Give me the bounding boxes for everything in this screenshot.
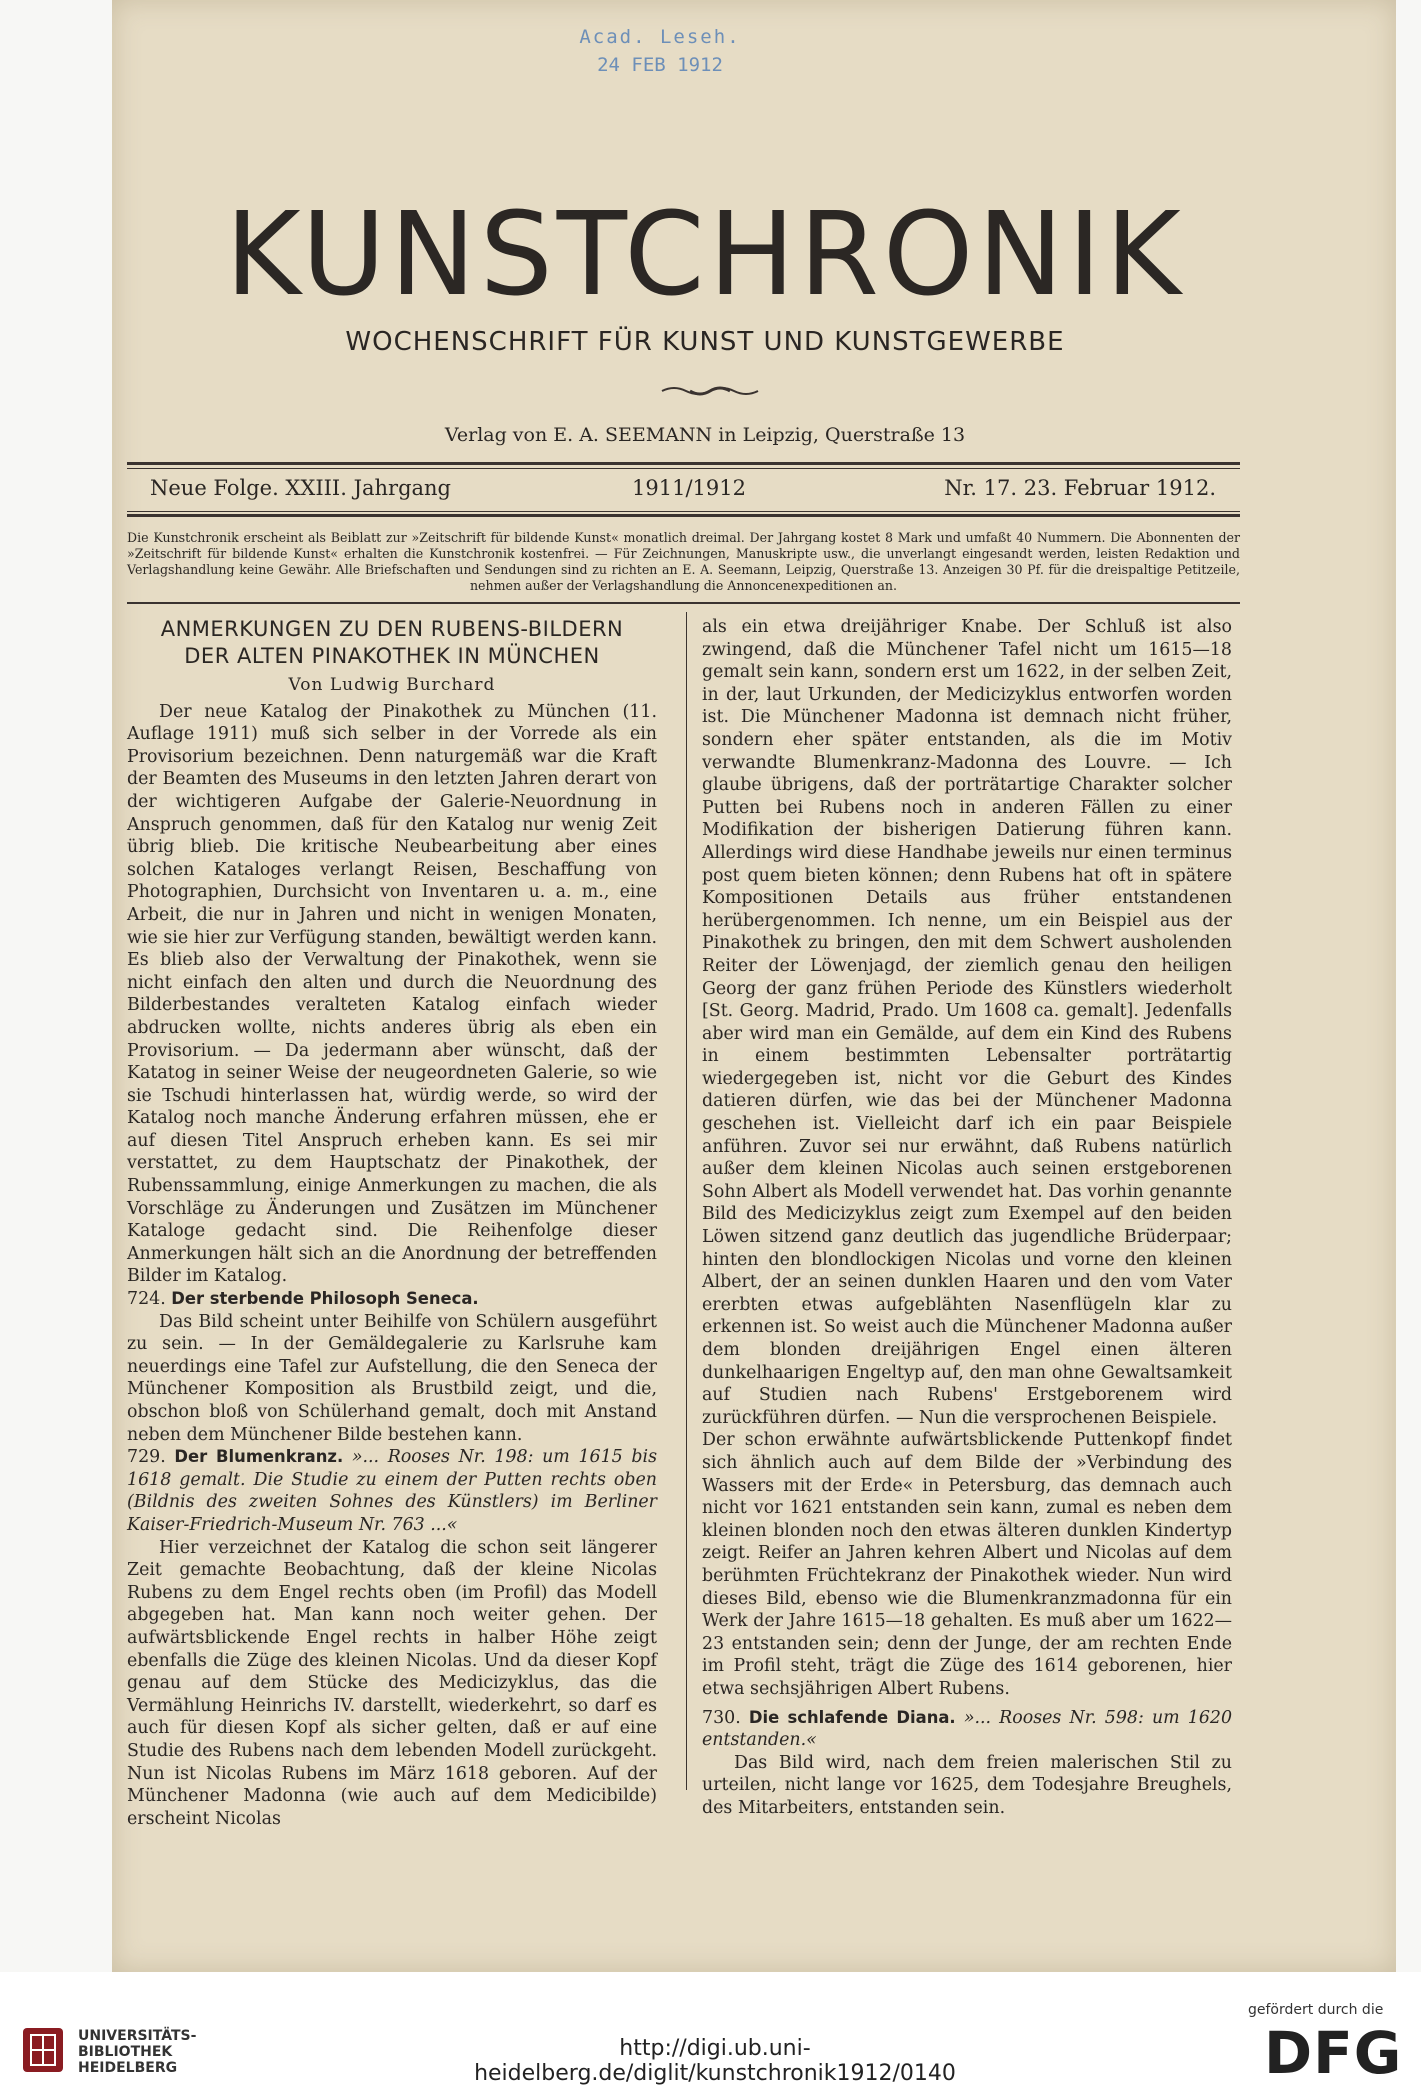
publisher-line: Verlag von E. A. SEEMANN in Leipzig, Querstraße 13: [444, 424, 966, 446]
rule-top: [127, 462, 1240, 465]
masthead-title: KUNSTCHRONIK: [225, 188, 1185, 322]
article-title-line-2: DER ALTEN PINAKOTHEK IN MÜNCHEN: [184, 644, 600, 668]
paragraph-729-b: als ein etwa dreijähriger Knabe. Der Schluß ist also zwingend, daß die Münchener Tafel nicht um 1615—18 gemalt sein kann, sondern erst um 1622, in der selben Zeit, in der, laut Urkunden, der Medicizyklus entworfen worden ist. Die Münchener Madonna ist demnach nicht früher, sondern eher später entstanden, als die im Motiv verwandte Blumenkranz-Madonna des Louvre. — Ich glaube übrigens, daß der porträtartige Charakter solcher Putten bei Rubens noch in anderen Fällen zu einer Modifikation der bisherigen Datierung führen kann. Allerdings wird diese Handhabe jeweils nur einen terminus post quem bieten können; denn Rubens hat oft in spätere Kompositionen Details aus früher entstandenen herübergenommen. Ich nenne, um ein Beispiel aus der Pinakothek zu bringen, den mit dem Schwert ausholenden Reiter der Löwenjagd, der ziemlich genau den heiligen Georg der ganz frühen Periode des Künstlers wiederholt [St. Georg. Madrid, Prado. Um 1608 ca. gemalt]. Jedenfalls aber wird man ein Gemälde, auf dem ein Kind des Rubens in einem bestimmten Lebensalter porträtartig wiedergegeben ist, nicht vor die Geburt des Kindes datieren dürfen, wie das bei der Münchener Madonna geschehen ist. Vielleicht darf ich ein paar Beispiele anführen. Zuvor sei nur erwähnt, daß Rubens natürlich außer dem kleinen Nicolas auch seinen erstgeborenen Sohn Albert als Modell verwendet hat. Das vorhin genannte Bild des Medicizyklus zeigt zum Exempel auf den beiden Löwen sitzend ganz deutlich das jugendliche Brüderpaar; hinten den blondlockigen Nicolas und vorne den kleinen Albert, der an seinen dunklen Haaren und den vom Vater ererbten etwas aufgeblähten Nasenflügeln klar zu erkennen ist. So weist auch die Münchener Madonna außer dem blonden dreijährigen Engel einen älteren dunkelhaarigen Engeltyp auf, den man ohne Gewaltsamkeit auf Studien nach Rubens' Erstgeborenem wird zurückführen dürfen. — Nun die versprochenen Beispiele.: [702, 617, 1232, 1428]
issue-line: [150, 476, 1216, 506]
issue-number-date: Nr. 17. 23. Februar 1912.: [944, 476, 1216, 500]
masthead-subtitle: WOCHENSCHRIFT FÜR KUNST UND KUNSTGEWERBE: [345, 327, 1065, 357]
library-stamp: [560, 26, 760, 76]
paragraph-729-c: Der schon erwähnte aufwärtsblickende Puttenkopf findet sich ähnlich auch auf dem Bilde der »Verbindung des Wassers mit der Erde« in Petersburg, das demnach auch nicht vor 1621 entstanden sein kann, zumal es neben dem kleinen blonden noch den etwas älteren dunklen Kindertyp zeigt. Reifer an Jahren kehren Albert und Nicolas auf dem berühmten Früchtekranz der Pinakothek wieder. Nun wird dieses Bild, ebenso wie die Blumenkranzmadonna für ein Werk der Jahre 1615—18 gehalten. Es muß aber um 1622—23 entstanden sein; denn der Junge, der am rechten Ende im Profil steht, trägt die Züge des 1614 geborenen, hier etwa sechsjährigen Albert Rubens.: [702, 1430, 1232, 1699]
paragraph-724: Das Bild scheint unter Beihilfe von Schülern ausgeführt zu sein. — In der Gemäldegalerie zu Karlsruhe kam neuerdings eine Tafel zur Aufstellung, die den Seneca der Münchener Komposition als Brustbild zeigt, und die, obschon bloß von Schülerhand gemalt, doch mit Anstand neben dem Münchener Bilde bestehen kann.: [127, 1311, 657, 1445]
subscription-notice: Die Kunstchronik erscheint als Beiblatt zur »Zeitschrift für bildende Kunst« monatlich dreimal. Der Jahrgang kostet 8 Mark und umfaßt 40 Nummern. Die Abonnenten der »Zeitschrift für bildende Kunst« erhalten die Kunstchronik kostenfrei. — Für Zeichnungen, Manuskripte usw., die unverlangt eingesandt werden, leisten Redaktion und Verlagshandlung keine Gewähr. Alle Briefschaften und Sendungen sind zu richten an E. A. Seemann, Leipzig, Querstraße 13. Anzeigen 30 Pf. für die dreispaltige Petitzeile, nehmen außer der Verlagshandlung die Annoncenexpeditionen an.: [127, 530, 1240, 593]
section-number-724: 724.: [127, 1289, 166, 1310]
uni-name-line-1: UNIVERSITÄTS-: [78, 2028, 197, 2044]
paragraph-729-a: Hier verzeichnet der Katalog die schon seit längerer Zeit gemachte Beobachtung, daß der kleine Nicolas Rubens zu dem Engel rechts oben (im Profil) das Modell abgegeben hat. Man kann noch weiter gehen. Der aufwärtsblickende Engel rechts in halber Höhe zeigt ebenfalls die Züge des kleinen Nicolas. Und da dieser Kopf genau auf dem Stücke des Medicizyklus, das die Vermählung Heinrichs IV. darstellt, wiederkehrt, so darf es auch für diesen Kopf als sicher gelten, daß er auf eine Studie des Rubens nach dem lebenden Modell zurückgeht. Nun ist Nicolas Rubens im März 1618 geboren. Auf der Münchener Madonna (wie auch auf dem Medicibilde) erscheint Nicolas: [127, 1537, 657, 1829]
section-title-724: Der sterbende Philosoph Seneca.: [171, 1289, 479, 1309]
digitization-footer: [0, 1972, 1421, 2095]
paragraph-intro: Der neue Katalog der Pinakothek zu München (11. Auflage 1911) muß sich selber in der Vorrede als ein Provisorium bezeichnen. Denn naturgemäß war die Kraft der Beamten des Museums in den letzten Jahren derart von der wichtigeren Aufgabe der Galerie-Neuordnung in Anspruch genommen, daß für den Katalog nur wenig Zeit übrig blieb. Die kritische Neubearbeitung aber eines solchen Kataloges verlangt Reisen, Beschaffung von Photographien, Durchsicht von Inventaren u. a. m., eine Arbeit, die nur in Jahren und nicht in wenigen Monaten, wie sie hier zur Verfügung standen, bewältigt werden kann. Es blieb also der Verwaltung der Pinakothek, wenn sie nicht einfach den alten und durch die Neuordnung des Bilderbestandes veralteten Katalog einfach wieder abdrucken wollte, nichts anderes übrig als eben ein Provisorium. — Da jedermann aber wünscht, daß der Katatog in seiner Weise der neugeordneten Galerie, so wie sie Tschudi hinterlassen hat, würdig werde, so wird der Katalog noch manche Änderung erfahren müssen, ehe er auf diesen Titel Anspruch erheben kann. Es sei mir verstattet, zu dem Hauptschatz der Pinakothek, der Rubenssammlung, einige Anmerkungen zu machen, die als Vorschläge zu Änderungen und Zusätzen im Münchener Kataloge gedacht sind. Die Reihenfolge dieser Anmerkungen hält sich an die Anordnung der betreffenden Bilder im Katalog.: [127, 701, 657, 1287]
dfg-logo: DFG: [1264, 2019, 1403, 2087]
section-number-730: 730.: [702, 1707, 741, 1728]
section-heading-730: [702, 1707, 1232, 1752]
section-quote-730: »... Rooses Nr. 598: um 1620 entstanden.«: [702, 1707, 1233, 1751]
section-heading-724: [127, 1288, 657, 1311]
rule-mid: [127, 514, 1240, 517]
section-title-730: Die schlafende Diana.: [748, 1707, 956, 1727]
section-heading-729: [127, 1446, 657, 1536]
article-title-line-1: ANMERKUNGEN ZU DEN RUBENS-BILDERN: [160, 617, 624, 641]
column-right: [702, 616, 1232, 1819]
section-title-729: Der Blumenkranz.: [174, 1447, 344, 1467]
issue-series: Neue Folge. XXIII. Jahrgang: [150, 476, 452, 500]
rule-notice: [127, 602, 1240, 604]
column-divider: [686, 612, 687, 1790]
uni-name-line-2: BIBLIOTHEK: [78, 2044, 173, 2060]
rule-top-thin: [127, 468, 1240, 469]
funding-label: gefördert durch die: [1248, 2002, 1384, 2018]
rule-mid-thin: [127, 511, 1240, 512]
stamp-line-2: 24 FEB 1912: [597, 54, 723, 76]
university-library-name: [78, 2028, 196, 2076]
paragraph-730: Das Bild wird, nach dem freien malerischen Stil zu urteilen, nicht lange vor 1625, dem Todesjahre Breughels, des Mitarbeiters, entstanden sein.: [702, 1752, 1232, 1818]
flourish-ornament-icon: [660, 384, 760, 398]
column-left: [127, 616, 657, 1830]
permalink-url[interactable]: http://digi.ub.uni-heidelberg.de/diglit/kunstchronik1912/0140: [474, 2036, 956, 2086]
stamp-line-1: Acad. Leseh.: [579, 26, 741, 48]
university-seal-icon: [22, 2027, 64, 2073]
section-quote-729: »... Rooses Nr. 198: um 1615 bis 1618 gemalt. Die Studie zu einem der Putten rechts oben (Bildnis des zweiten Sohnes des Künstlers) im Berliner Kaiser-Friedrich-Museum Nr. 763 ...«: [127, 1447, 658, 1535]
issue-years: 1911/1912: [632, 476, 746, 500]
section-number-729: 729.: [127, 1447, 166, 1468]
uni-name-line-3: HEIDELBERG: [78, 2060, 178, 2076]
article-byline: Von Ludwig Burchard: [288, 675, 496, 695]
